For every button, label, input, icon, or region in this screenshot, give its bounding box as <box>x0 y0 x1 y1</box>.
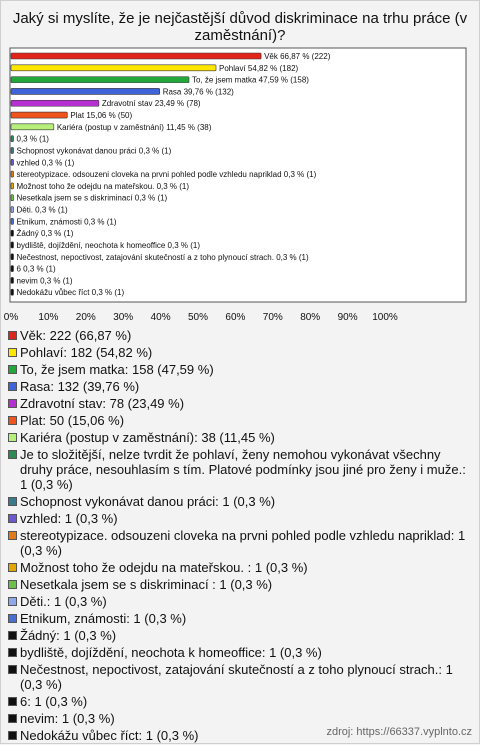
legend-item <box>8 379 474 394</box>
x-tick-label: 80% <box>300 312 321 323</box>
legend-swatch <box>8 531 17 540</box>
bar <box>11 159 14 165</box>
chart-title: Jaký si myslíte, že je nejčastější důvod diskriminace na trhu práce (v zaměstnání)? <box>12 10 468 44</box>
x-tick-label: 60% <box>225 312 246 323</box>
legend-swatch <box>8 348 17 357</box>
bar <box>11 65 216 71</box>
legend-item <box>8 511 474 526</box>
bar <box>11 289 14 295</box>
bar-label: Děti. 0,3 % (1) <box>16 205 68 215</box>
bar <box>11 218 14 224</box>
bar <box>11 254 14 260</box>
legend-swatch <box>8 648 17 657</box>
legend-item <box>8 494 474 509</box>
legend-item <box>8 345 474 360</box>
legend-swatch <box>8 614 17 623</box>
x-tick-label: 10% <box>38 312 59 323</box>
bar-label: bydliště, dojíždění, neochota k homeoffice 0,3 % (1) <box>16 240 201 250</box>
bar <box>11 147 14 153</box>
legend-label: Možnost toho že odejdu na mateřskou. : 1 (0,3 %) <box>20 560 308 575</box>
legend-swatch <box>8 331 17 340</box>
legend-label: Je to složitější, nelze tvrdit že pohlaví, ženy nemohou vykonávat všechny druhy práce, nesouhlasím s tím. Platové podmínky jsou jiné pro ženy i muže.: 1 (0,3 %) <box>20 447 466 492</box>
legend-label: bydliště, dojíždění, neochota k homeoffice: 1 (0,3 %) <box>20 645 322 660</box>
bar-label: stereotypizace. odsouzeni cloveka na prvni pohled podle vzhledu napriklad 0,3 % (1) <box>16 170 317 180</box>
legend-item <box>8 611 474 626</box>
bar <box>11 242 14 248</box>
legend-label: Etnikum, známosti: 1 (0,3 %) <box>20 611 187 626</box>
legend-label: Plat: 50 (15,06 %) <box>20 413 125 428</box>
bar-label: Žádný 0,3 % (1) <box>16 229 74 239</box>
source-link[interactable]: zdroj: https://66337.vyplnto.cz <box>326 726 472 738</box>
legend-swatch <box>8 365 17 374</box>
legend-item <box>8 430 474 445</box>
legend-swatch <box>8 514 17 523</box>
legend-item <box>8 396 474 411</box>
legend-item <box>8 694 474 709</box>
bar <box>11 207 14 213</box>
legend-label: Rasa: 132 (39,76 %) <box>20 379 140 394</box>
legend-item <box>8 628 474 643</box>
legend-label: Zdravotní stav: 78 (23,49 %) <box>20 396 185 411</box>
legend-swatch <box>8 450 17 459</box>
bar-label: Pohlaví 54,82 % (182) <box>219 63 299 73</box>
legend-item <box>8 528 474 558</box>
x-tick-label: 0% <box>3 312 19 323</box>
legend-item <box>8 645 474 660</box>
legend-swatch <box>8 416 17 425</box>
bar <box>11 88 160 94</box>
bar <box>11 183 14 189</box>
x-tick-label: 30% <box>113 312 134 323</box>
legend-item <box>8 362 474 377</box>
legend-label: Nečestnost, nepoctivost, zatajování skutečností a z toho plynoucí strach.: 1 (0,3 %) <box>20 662 453 692</box>
bar <box>11 100 99 106</box>
legend-label: Pohlaví: 182 (54,82 %) <box>20 345 153 360</box>
bar <box>11 77 189 83</box>
bar-label: Zdravotní stav 23,49 % (78) <box>101 99 201 109</box>
legend-item <box>8 662 474 692</box>
bar-chart <box>0 0 480 330</box>
bar-label: Věk 66,87 % (222) <box>264 52 331 61</box>
bar <box>11 53 261 59</box>
bar-label: nevim 0,3 % (1) <box>16 276 73 286</box>
bar-label: Rasa 39,76 % (132) <box>162 87 234 97</box>
legend-label: Žádný: 1 (0,3 %) <box>20 628 117 643</box>
legend-label: vzhled: 1 (0,3 %) <box>20 511 118 526</box>
bar-label: Nesetkala jsem se s diskriminací 0,3 % (1) <box>16 193 168 203</box>
bar <box>11 266 14 272</box>
legend-label: Věk: 222 (66,87 %) <box>20 328 132 343</box>
legend-swatch <box>8 665 17 674</box>
legend-swatch <box>8 697 17 706</box>
legend-item <box>8 560 474 575</box>
legend-swatch <box>8 399 17 408</box>
x-tick-label: 20% <box>75 312 96 323</box>
bar-label: 6 0,3 % (1) <box>16 264 56 274</box>
bar <box>11 112 67 118</box>
legend-item <box>8 711 474 726</box>
legend-swatch <box>8 563 17 572</box>
legend-swatch <box>8 580 17 589</box>
legend-swatch <box>8 497 17 506</box>
legend-item <box>8 328 474 343</box>
bar-label: Kariéra (postup v zaměstnání) 11,45 % (38) <box>56 122 212 132</box>
legend-label: Schopnost vykonávat danou práci: 1 (0,3 %) <box>20 494 276 509</box>
bar <box>11 230 14 236</box>
bar <box>11 171 14 177</box>
legend-swatch <box>8 714 17 723</box>
bar-label: To, že jsem matka 47,59 % (158) <box>191 75 309 85</box>
bar-label: Nedokážu vůbec říct 0,3 % (1) <box>16 288 125 298</box>
x-tick-label: 100% <box>372 312 398 323</box>
x-tick-label: 50% <box>187 312 209 323</box>
legend-item <box>8 577 474 592</box>
bar <box>11 277 14 283</box>
bar <box>11 124 54 130</box>
bar <box>11 195 14 201</box>
legend-swatch <box>8 731 17 740</box>
legend-swatch <box>8 433 17 442</box>
legend-label: nevim: 1 (0,3 %) <box>20 711 115 726</box>
legend-swatch <box>8 631 17 640</box>
legend-item <box>8 413 474 428</box>
legend-label: 6: 1 (0,3 %) <box>20 694 88 709</box>
legend <box>8 328 474 745</box>
legend-label: Nesetkala jsem se s diskriminací : 1 (0,3 %) <box>20 577 273 592</box>
bar-label: Plat 15,06 % (50) <box>70 111 133 121</box>
bar-label: Nečestnost, nepoctivost, zatajování skutečností a z toho plynoucí strach. 0,3 % (1) <box>16 252 309 262</box>
legend-label: Děti.: 1 (0,3 %) <box>20 594 107 609</box>
x-tick-label: 40% <box>150 312 171 323</box>
x-tick-label: 90% <box>337 312 358 323</box>
bar-label: Možnost toho že odejdu na mateřskou. 0,3 % (1) <box>16 181 190 191</box>
bar-label: Etnikum, známosti 0,3 % (1) <box>16 217 117 227</box>
bar <box>11 136 14 142</box>
bar-label: Schopnost vykonávat danou práci 0,3 % (1) <box>16 146 172 156</box>
legend-label: stereotypizace. odsouzeni cloveka na prvni pohled podle vzhledu napriklad: 1 (0,3 %) <box>20 528 466 558</box>
legend-label: Nedokážu vůbec říct: 1 (0,3 %) <box>20 728 199 743</box>
bar-label: vzhled 0,3 % (1) <box>16 158 75 168</box>
legend-item <box>8 447 474 492</box>
legend-label: To, že jsem matka: 158 (47,59 %) <box>20 362 214 377</box>
legend-swatch <box>8 382 17 391</box>
bar-label: 0,3 % (1) <box>16 134 49 144</box>
legend-swatch <box>8 597 17 606</box>
legend-label: Kariéra (postup v zaměstnání): 38 (11,45 %) <box>20 430 275 445</box>
x-tick-label: 70% <box>262 312 283 323</box>
legend-item <box>8 594 474 609</box>
